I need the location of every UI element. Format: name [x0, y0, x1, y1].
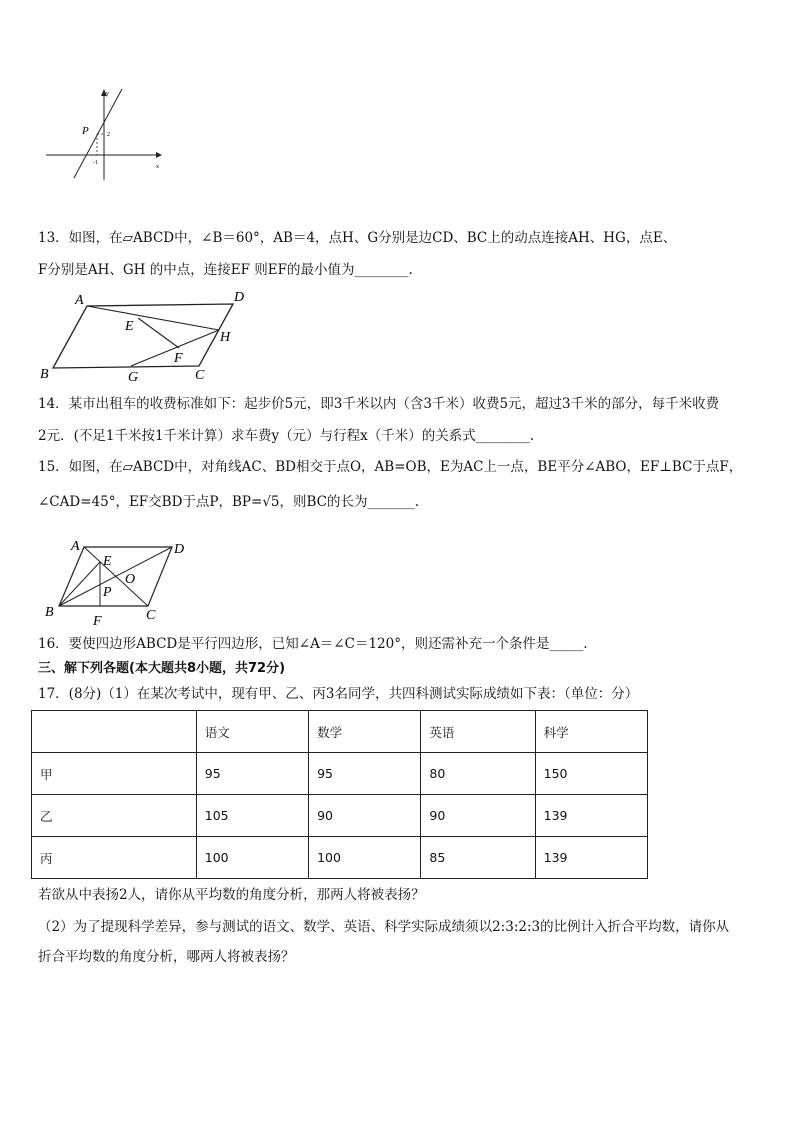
label-h: H	[220, 330, 231, 345]
q13-line1: 13．如图，在▱ABCD中，∠B＝60°，AB＝4，点H、G分别是边CD、BC上的动点连接AH、HG，点E、	[38, 230, 677, 246]
table-cell: 139	[535, 795, 647, 837]
x-axis-label: x	[156, 164, 159, 170]
label-e: E	[125, 319, 134, 334]
table-cell: 100	[196, 837, 308, 879]
table-cell: 105	[196, 795, 308, 837]
table-cell: 乙	[32, 795, 197, 837]
label-f: F	[174, 351, 183, 366]
q15-line1: 15．如图，在▱ABCD中，对角线AC、BD相交于点O，AB=OB，E为AC上一点，BE平分∠ABO，EF⊥BC于点F，	[38, 459, 743, 475]
table-cell: 100	[309, 837, 421, 879]
q17-intro: 17．(8分)（1）在某次考试中，现有甲、乙、丙3名同学，共四科测试实际成绩如下表：（单位：分）	[38, 686, 639, 702]
q17-question2-line2: 折合平均数的角度分析，哪两人将被表扬？	[38, 949, 295, 965]
segment-ef	[138, 318, 179, 348]
label-a: A	[71, 539, 80, 554]
table-header-cell: 英语	[421, 711, 535, 753]
label-d: D	[234, 290, 245, 305]
table-cell: 95	[309, 753, 421, 795]
table-header-cell: 数学	[309, 711, 421, 753]
q17-question2-line1: （2）为了提现科学差异，参与测试的语文、数学、英语、科学实际成绩须以2:3:2:3的比例计入折合平均数，请你从	[38, 919, 730, 935]
label-f: F	[93, 614, 102, 626]
parallelogram-abcd	[53, 304, 233, 368]
label-o: O	[125, 572, 136, 587]
table-header-row	[32, 711, 648, 753]
y-axis-label: y	[106, 91, 109, 97]
segment-be	[59, 562, 100, 606]
q14-line1: 14．某市出租车的收费标准如下：起步价5元，即3千米以内（含3千米）收费5元，超过3千米的部分，每千米收费	[38, 396, 720, 412]
label-g: G	[128, 370, 139, 382]
table-cell: 90	[421, 795, 535, 837]
q13-line2: F分别是AH、GH 的中点，连接EF 则EF的最小值为________.	[38, 262, 413, 278]
label-d: D	[174, 542, 185, 557]
label-e: E	[103, 554, 112, 569]
table-cell: 139	[535, 837, 647, 879]
label-a: A	[75, 293, 84, 308]
tick-y-label: 2	[107, 132, 110, 138]
tick-x-label: -1	[93, 160, 98, 166]
q16-line1: 16．要使四边形ABCD是平行四边形，已知∠A＝∠C＝120°，则还需补充一个条件是_____.	[38, 636, 588, 652]
table-cell: 80	[421, 753, 535, 795]
label-b: B	[40, 367, 49, 382]
table-cell: 85	[421, 837, 535, 879]
diagonal-bd	[59, 547, 172, 606]
table-cell: 95	[196, 753, 308, 795]
q12-graph-figure	[44, 86, 168, 182]
table-header-cell: 语文	[196, 711, 308, 753]
q15-line2: ∠CAD=45°，EF交BD于点P，BP=√5，则BC的长为_______.	[38, 494, 420, 510]
table-row	[32, 837, 648, 879]
segment-ah	[87, 306, 219, 330]
x-axis-arrow-icon	[156, 152, 162, 158]
table-row	[32, 795, 648, 837]
table-header-cell	[32, 711, 197, 753]
table-cell: 甲	[32, 753, 197, 795]
label-p: P	[103, 585, 112, 600]
table-cell: 150	[535, 753, 647, 795]
label-b: B	[45, 605, 54, 620]
q13-parallelogram-figure	[34, 286, 256, 382]
table-cell: 90	[309, 795, 421, 837]
table-header-cell: 科学	[535, 711, 647, 753]
q14-line2: 2元．(不足1千米按1千米计算）求车费y（元）与行程x（千米）的关系式________.	[38, 428, 535, 444]
score-table	[31, 710, 648, 879]
label-c: C	[195, 368, 205, 382]
point-p-label: P	[82, 125, 89, 137]
q17-question1: 若欲从中表扬2人，请你从平均数的角度分析，那两人将被表扬？	[38, 887, 425, 903]
table-cell: 丙	[32, 837, 197, 879]
table-row	[32, 753, 648, 795]
q15-parallelogram-figure	[40, 534, 200, 626]
label-c: C	[146, 608, 156, 623]
section-3-heading: 三、解下列各题(本大题共8小题，共72分)	[38, 661, 286, 676]
